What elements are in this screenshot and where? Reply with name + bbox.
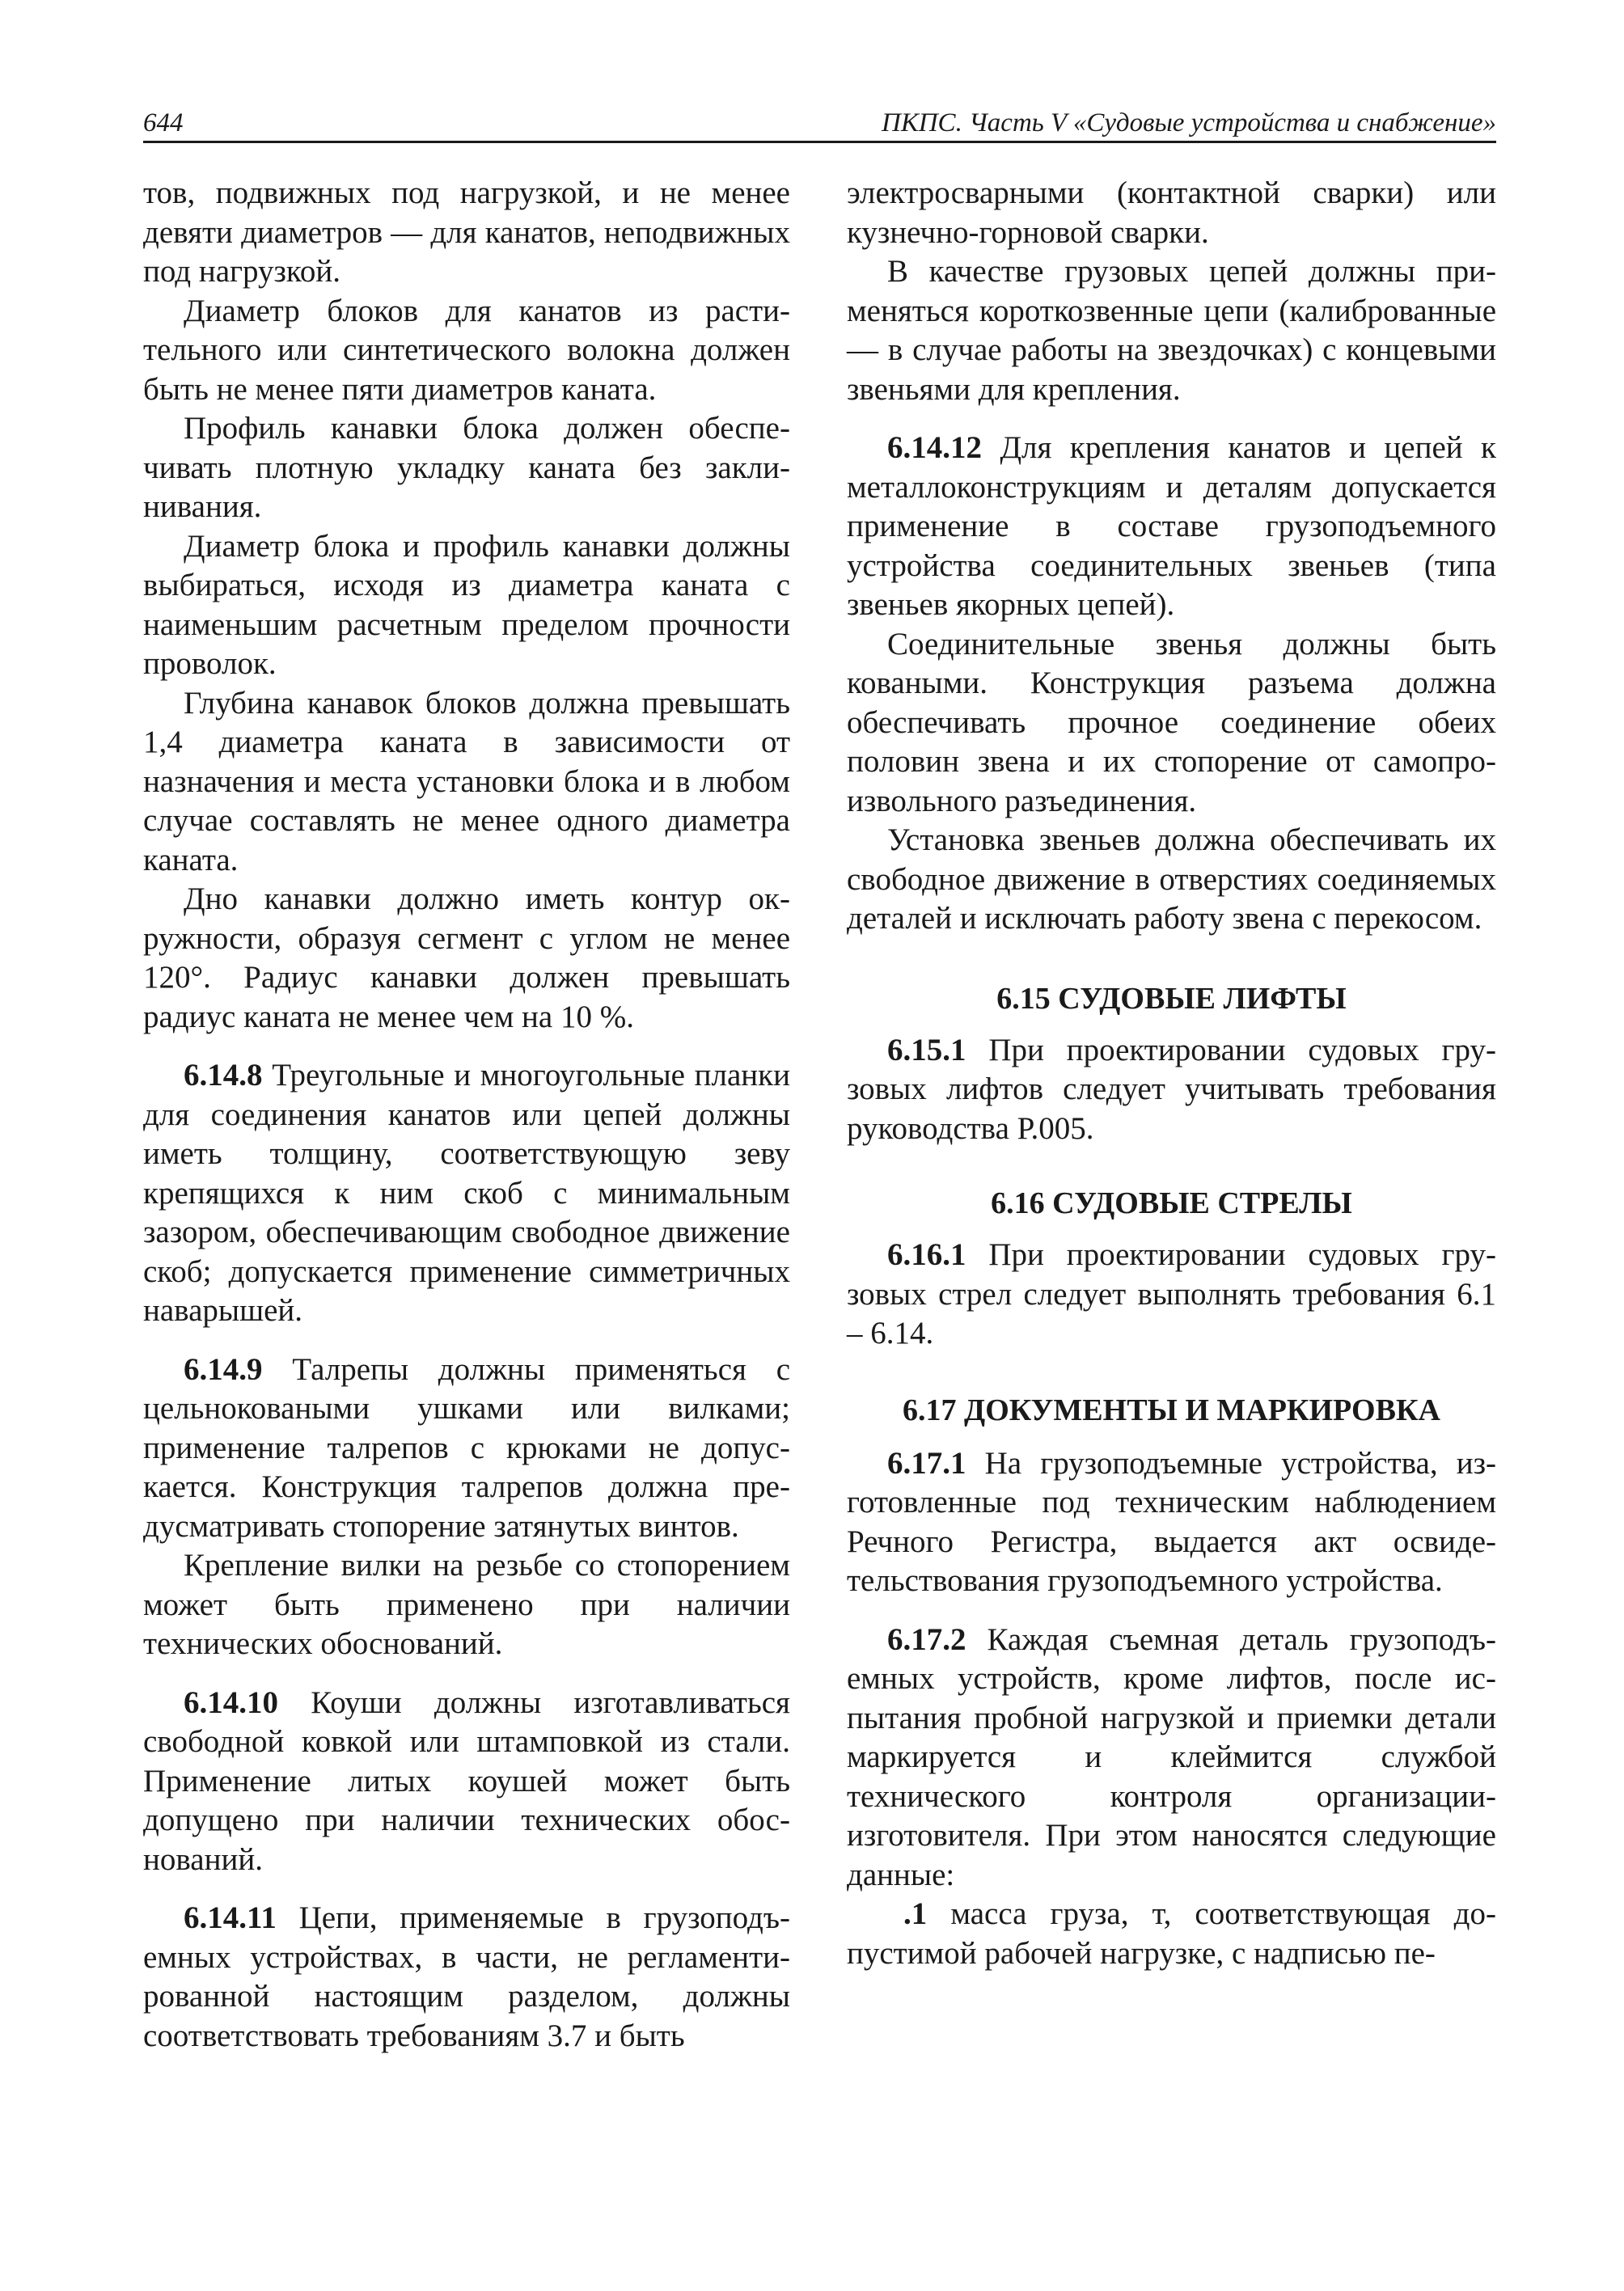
running-title: ПКПС. Часть V «Судовые устройства и снабжение» xyxy=(881,108,1496,137)
section-text: Каждая съемная деталь грузоподъемных устройств, кроме лифтов, после испытания пробной нагрузкой и приемки детали маркируется и клеймится службой технического контроля организации-изготовителя. При этом наносятся следующие данные: xyxy=(847,1621,1497,1892)
section-number: 6.14.12 xyxy=(887,430,982,465)
page-number: 644 xyxy=(143,108,184,137)
section-6-14-11 xyxy=(143,1899,790,2056)
section-text: Коуши должны изготавливаться свободной ковкой или штамповкой из стали. Применение литых коушей может быть допущено при наличии технических обоснований. xyxy=(143,1684,790,1877)
section-text: На грузоподъемные устройства, изготовленные под техническим наблюдением Речного Регистра, выдается акт освидетельствования грузоподъемного устройства. xyxy=(847,1445,1496,1598)
section-number: 6.17.2 xyxy=(887,1621,966,1657)
paragraph: В качестве грузовых цепей должны применяться короткозвенные цепи (калиброванные — в случае работы на звездочках) с концевыми звеньями для крепления. xyxy=(847,254,1496,407)
section-number: 6.17.1 xyxy=(887,1445,966,1481)
section-6-14-8 xyxy=(143,1056,790,1331)
paragraph: Соединительные звенья должны быть коваными. Конструкция разъема должна обеспечивать прочное соединение обеих половин звена и их стопорение от самопроизвольного разъединения. xyxy=(847,626,1496,818)
right-column xyxy=(847,174,1496,1973)
paragraph: тов, подвижных под нагрузкой, и не менее девяти диаметров — для канатов, неподвижных под нагрузкой. xyxy=(143,175,790,289)
left-column xyxy=(143,174,790,2056)
item-text: масса груза, т, соответствующая допустимой рабочей нагрузке, с надписью пе- xyxy=(847,1896,1496,1971)
section-number: 6.14.11 xyxy=(184,1900,277,1935)
section-number: 6.14.10 xyxy=(184,1684,278,1720)
section-6-15-1 xyxy=(847,1031,1496,1149)
page-header xyxy=(143,104,1496,143)
section-6-14-10 xyxy=(143,1684,790,1880)
section-text: При проектировании судовых грузовых лифтов следует учитывать требования руководства Р.005. xyxy=(847,1032,1496,1146)
section-6-17-2 xyxy=(847,1621,1496,1896)
paragraph: Диаметр блока и профиль канавки должны выбираться, исходя из диаметра каната с наименьшим расчетным пределом прочности проволок. xyxy=(143,528,790,681)
section-text: Треугольные и многоугольные планки для соединения канатов или цепей должны иметь толщину, соответствующую зеву крепящихся к ним скоб с минимальным зазором, обеспечивающим свободное движение скоб; допускается применение симметричных наварышей. xyxy=(143,1058,790,1328)
paragraph: Дно канавки должно иметь контур окружности, образуя сегмент с углом не менее 120°. Радиус канавки должен превышать радиус каната не менее чем на 10 %. xyxy=(143,881,790,1034)
section-number: 6.16.1 xyxy=(887,1237,966,1272)
section-6-16-1 xyxy=(847,1236,1496,1354)
section-number: 6.14.8 xyxy=(184,1058,263,1093)
item-number: .1 xyxy=(903,1896,928,1931)
paragraph: Диаметр блоков для канатов из растительного или синтетического волокна должен быть не менее пяти диаметров каната. xyxy=(143,293,790,407)
section-6-14-9 xyxy=(143,1351,790,1547)
list-item xyxy=(847,1895,1496,1973)
section-text: Для крепления канатов и цепей к металлоконструкциям и деталям допускается применение в составе грузоподъемного устройства соединительных звеньев (типа звеньев якорных цепей). xyxy=(847,430,1497,622)
section-text: При проектировании судовых грузовых стрел следует выполнять требования 6.1 – 6.14. xyxy=(847,1237,1496,1351)
section-heading-6-16: 6.16 СУДОВЫЕ СТРЕЛЫ xyxy=(991,1186,1352,1220)
paragraph: Профиль канавки блока должен обеспечивать плотную укладку каната без заклинивания. xyxy=(143,411,790,524)
section-6-17-1 xyxy=(847,1444,1496,1601)
section-heading-6-17: 6.17 ДОКУМЕНТЫ И МАРКИРОВКА xyxy=(903,1393,1440,1427)
paragraph: Глубина канавок блоков должна превышать 1,4 диаметра каната в зависимости от назначения и места установки блока и в любом случае составлять не менее одного диаметра каната. xyxy=(143,685,790,877)
section-text: Цепи, применяемые в грузоподъемных устройствах, в части, не регламентированной настоящим разделом, должны соответствовать требованиям 3.7 и быть xyxy=(143,1900,791,2053)
section-text: Талрепы должны применяться с цельноковаными ушками или вилками; применение талрепов с крюками не допускается. Конструкция талрепов должна предусматривать стопорение затянутых винтов. xyxy=(143,1351,791,1544)
section-number: 6.14.9 xyxy=(184,1351,263,1387)
section-heading-6-15: 6.15 СУДОВЫЕ ЛИФТЫ xyxy=(996,981,1347,1016)
section-6-14-12 xyxy=(847,429,1496,625)
paragraph: электросварными (контактной сварки) или кузнечно-горновой сварки. xyxy=(847,175,1496,250)
paragraph: Крепление вилки на резьбе со стопорением может быть применено при наличии технических обоснований. xyxy=(143,1548,790,1661)
paragraph: Установка звеньев должна обеспечивать их свободное движение в отверстиях соединяемых деталей и исключать работу звена с перекосом. xyxy=(847,822,1496,936)
section-number: 6.15.1 xyxy=(887,1032,966,1067)
